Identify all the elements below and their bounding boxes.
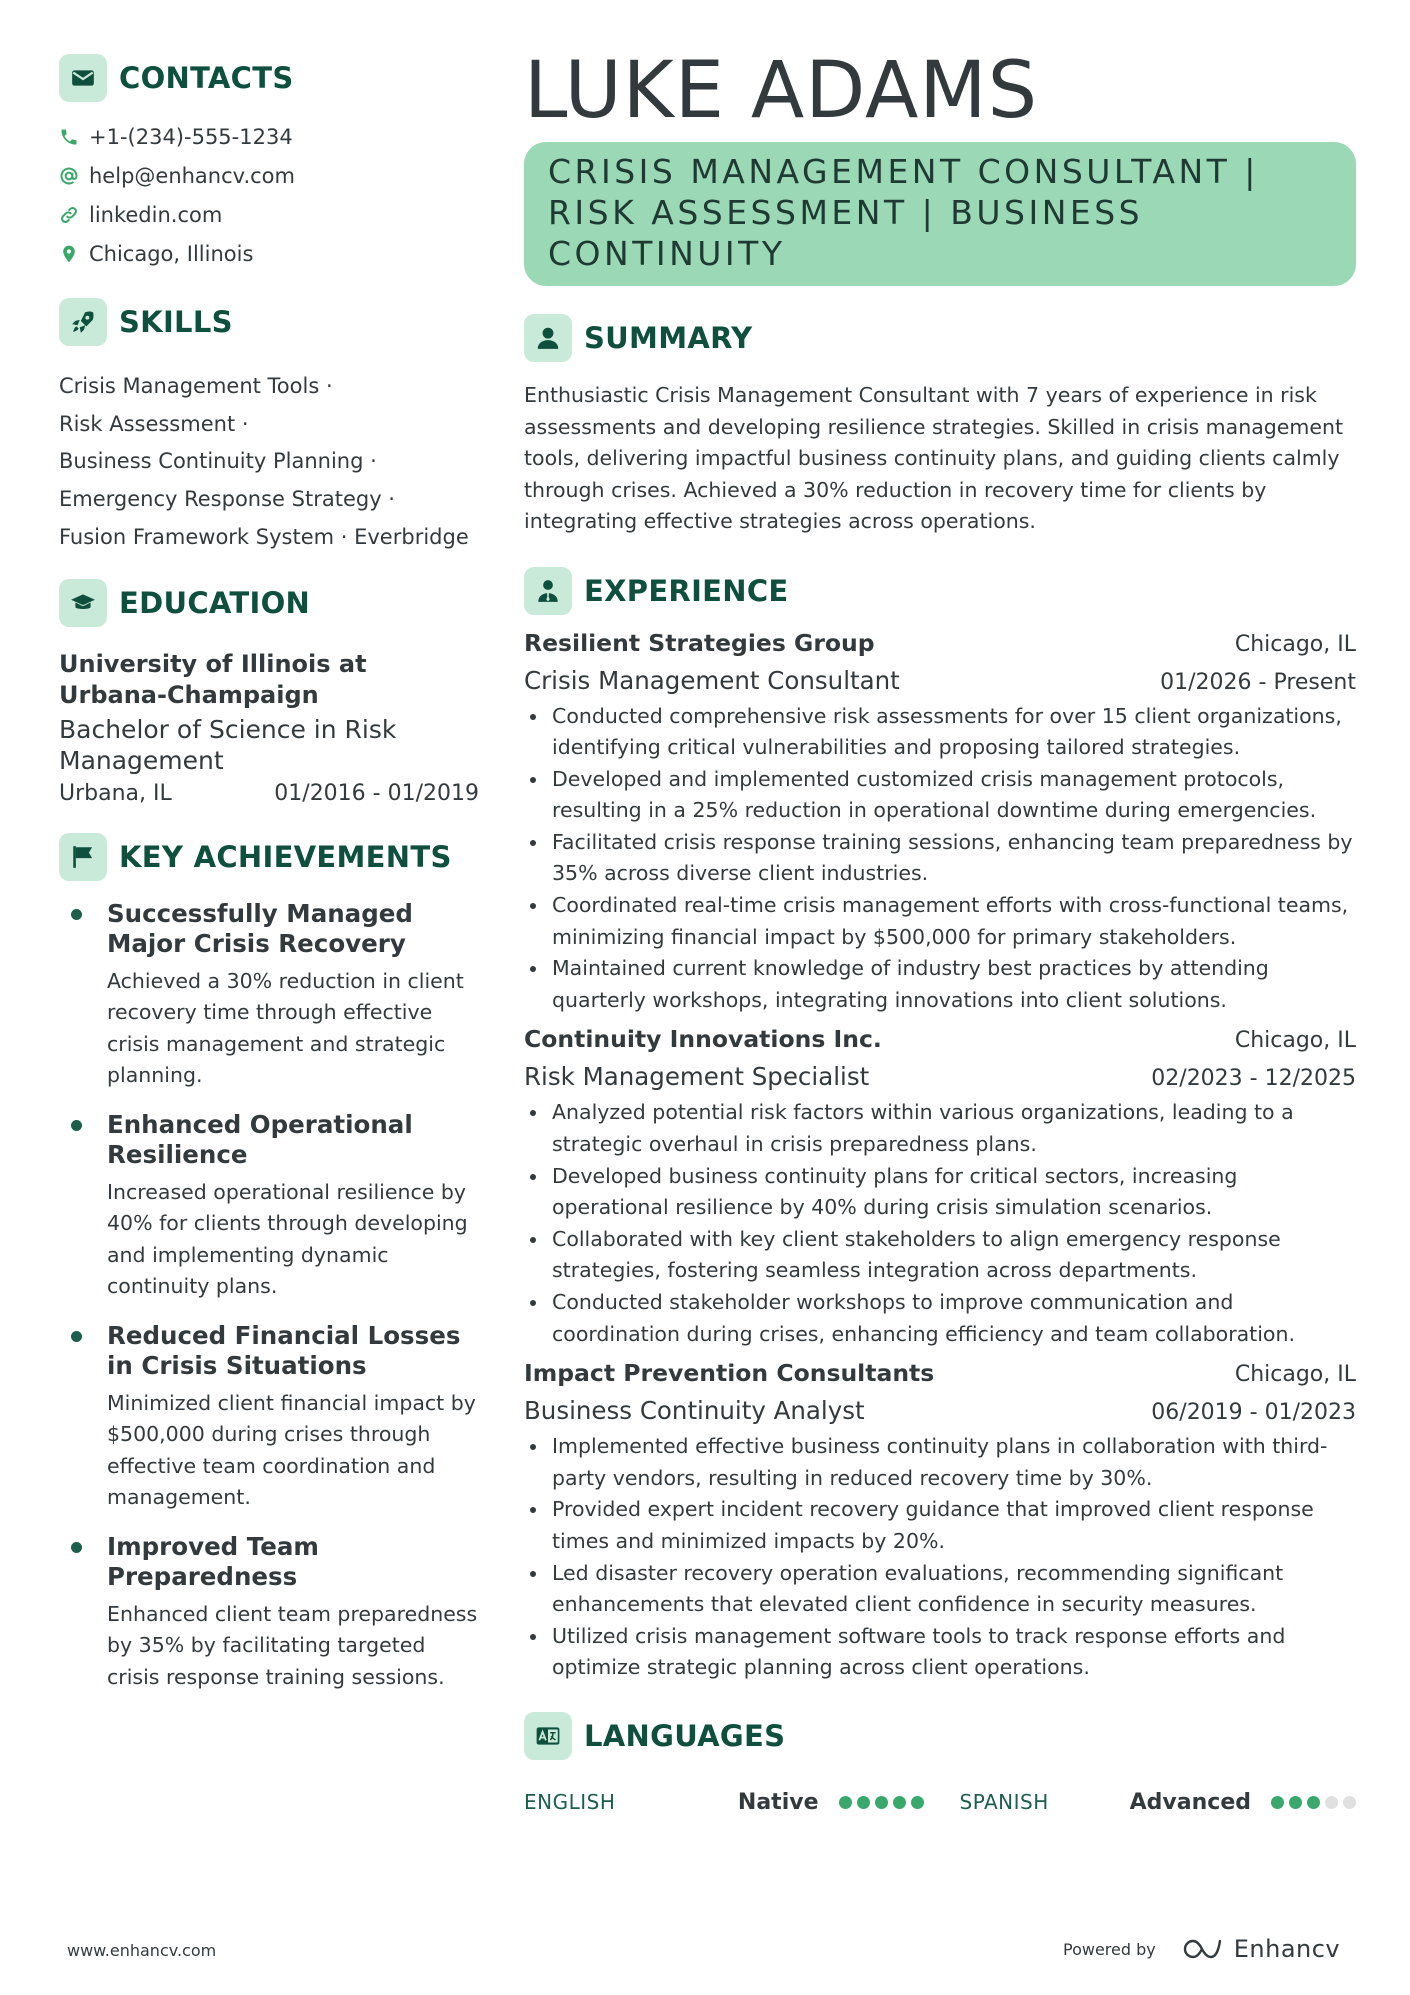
language-level: Advanced [1129,1789,1251,1815]
footer-brand [1063,1935,1340,1963]
achievement-title: Improved Team Preparedness [107,1531,319,1591]
job-bullets [524,1097,1356,1350]
achievements-title: KEY ACHIEVEMENTS [119,839,452,874]
footer-website[interactable]: www.enhancv.com [67,1941,217,1960]
achievement-title: Successfully Managed Major Crisis Recovery [107,898,413,958]
bullet-icon [71,909,82,920]
user-icon [524,314,572,362]
job-bullet: Analyzed potential risk factors within various organizations, leading to a strategic overhaul in crisis preparedness plans. [524,1097,1356,1160]
skills-title: SKILLS [119,305,233,339]
contact-list [59,117,479,273]
job-bullet: Maintained current knowledge of industry best practices by attending quarterly workshops, integrating innovations into client solutions. [524,953,1356,1016]
languages-header [524,1712,1356,1760]
job-bullet: Implemented effective business continuity plans in collaboration with third-party vendors, resulting in reduced recovery time by 30%. [524,1431,1356,1494]
job-location: Chicago, IL [1234,1028,1356,1054]
education-header [59,579,479,627]
job-location: Chicago, IL [1234,631,1356,657]
proficiency-dot [875,1796,888,1809]
flag-icon [59,833,107,881]
experience-title: EXPERIENCE [584,573,789,608]
proficiency-dot [1289,1796,1302,1809]
bullet-icon [71,1120,82,1131]
proficiency-dot [1343,1796,1356,1809]
proficiency-dot [839,1796,852,1809]
job-subheader [524,663,1356,701]
skill-item: Crisis Management Tools · [59,374,333,398]
job-bullet: Conducted stakeholder workshops to improve communication and coordination during crises, enhancing efficiency and team collaboration. [524,1287,1356,1350]
job-bullet: Facilitated crisis response training sessions, enhancing team preparedness by 35% across diverse client industries. [524,827,1356,890]
language-name: SPANISH [959,1790,1049,1815]
contact-phone [59,117,479,156]
proficiency-dot [1271,1796,1284,1809]
enhancv-logo[interactable] [1182,1935,1340,1963]
linkedin-text[interactable]: linkedin.com [89,202,223,227]
summary-header [524,314,1356,362]
education-location: Urbana, IL [59,780,172,806]
job-bullet: Coordinated real-time crisis management efforts with cross-functional teams, minimizing financial impact by $500,000 for primary stakeholders. [524,890,1356,953]
job-company: Resilient Strategies Group [524,628,875,657]
phone-icon [59,127,89,147]
proficiency-dot [1307,1796,1320,1809]
experience-item [524,1021,1356,1350]
job-bullet: Collaborated with key client stakeholders to align emergency response strategies, fostering seamless integration across departments. [524,1224,1356,1287]
language-icon [524,1712,572,1760]
language-name: ENGLISH [524,1790,616,1815]
proficiency-dot [857,1796,870,1809]
skills-list [59,368,479,557]
achievement-desc: Increased operational resilience by 40% for clients through developing and implementing dynamic continuity plans. [107,1179,468,1299]
skill-item: Fusion Framework System · Everbridge [59,524,469,549]
achievement-item [59,1110,479,1303]
achievements-header [59,833,479,881]
email-text[interactable]: help@enhancv.com [89,163,295,188]
job-bullet: Conducted comprehensive risk assessments for over 15 client organizations, identifying critical vulnerabilities and proposing tailored strategies. [524,701,1356,764]
brand-name: Enhancv [1233,1935,1341,1963]
job-bullet: Developed and implemented customized crisis management protocols, resulting in a 25% reduction in operational downtime during emergencies. [524,764,1356,827]
powered-by-label: Powered by [1063,1939,1156,1959]
contacts-header [59,54,479,102]
skills-header [59,298,479,346]
job-bullets [524,701,1356,1017]
achievement-desc: Enhanced client team preparedness by 35% by facilitating targeted crisis response training sessions. [107,1601,478,1689]
job-bullet: Utilized crisis management software tools to track response efforts and optimize strategic planning across client operations. [524,1621,1356,1684]
job-header [524,1355,1356,1393]
education-degree: Bachelor of Science in Risk Management [59,714,397,775]
proficiency-dot [893,1796,906,1809]
achievement-title: Enhanced Operational Resilience [107,1109,413,1169]
job-location: Chicago, IL [1234,1362,1356,1388]
proficiency-dot [1325,1796,1338,1809]
languages-title: LANGUAGES [584,1718,786,1753]
right-column [524,45,1356,1815]
achievement-item [59,1532,479,1694]
achievement-desc: Achieved a 30% reduction in client recovery time through effective crisis management and strategic planning. [107,968,464,1088]
education-meta [59,779,479,809]
briefcase-user-icon [524,567,572,615]
location-text: Chicago, Illinois [89,241,254,266]
job-role: Risk Management Specialist [524,1062,870,1092]
education-school: University of Illinois at Urbana-Champaign [59,649,367,709]
skill-item: Business Continuity Planning · [59,449,377,474]
graduation-cap-icon [59,579,107,627]
job-subheader [524,1059,1356,1097]
language-level: Native [737,1789,819,1815]
job-role: Crisis Management Consultant [524,665,900,695]
job-company: Continuity Innovations Inc. [524,1025,882,1054]
candidate-name: LUKE ADAMS [524,46,1039,136]
job-role: Business Continuity Analyst [524,1396,865,1426]
job-dates: 06/2019 - 01/2023 [1151,1400,1356,1426]
job-bullet: Provided expert incident recovery guidance that improved client response times and minimized impacts by 20%. [524,1494,1356,1557]
job-bullets [524,1431,1356,1684]
job-dates: 01/2026 - Present [1160,669,1356,695]
contact-email [59,156,479,195]
job-dates: 02/2023 - 12/2025 [1151,1066,1356,1092]
summary-text: Enthusiastic Crisis Management Consultant with 7 years of experience in risk assessments and developing resilience strategies. Skilled in crisis management tools, delivering impactful business continuity plans, and guiding clients calmly through crises. Achieved a 30% reduction in recovery time for clients by integrating effective strategies across operations. [524,383,1343,533]
summary-title: SUMMARY [584,321,753,355]
skill-item: Emergency Response Strategy · [59,487,395,512]
left-column [59,54,479,1693]
experience-item [524,625,1356,1017]
education-dates: 01/2016 - 01/2019 [274,780,479,806]
achievement-item [59,899,479,1092]
languages-row [524,1790,1356,1815]
at-icon [59,166,89,186]
rocket-icon [59,298,107,346]
achievement-desc: Minimized client financial impact by $500,000 during crises through effective team coordination and management. [107,1390,476,1510]
job-subheader [524,1393,1356,1431]
education-title: EDUCATION [119,585,311,620]
contacts-title: CONTACTS [119,61,294,95]
experience-header [524,567,1356,615]
skill-item: Risk Assessment · [59,411,249,436]
enhancv-logo-icon [1182,1937,1230,1961]
experience-item [524,1355,1356,1684]
proficiency-dots [1271,1796,1356,1809]
link-icon [59,205,89,225]
achievement-item [59,1321,479,1514]
job-header [524,1021,1356,1059]
achievements-list [59,899,479,1694]
proficiency-dots [839,1796,924,1809]
envelope-icon [59,54,107,102]
map-pin-icon [59,244,89,264]
job-bullet: Developed business continuity plans for critical sectors, increasing operational resilience by 40% during crisis simulation scenarios. [524,1161,1356,1224]
job-bullet: Led disaster recovery operation evaluations, recommending significant enhancements that elevated client confidence in security measures. [524,1558,1356,1621]
bullet-icon [71,1542,82,1553]
achievement-title: Reduced Financial Losses in Crisis Situations [107,1320,461,1380]
phone-text[interactable]: +1-(234)-555-1234 [89,124,293,149]
job-company: Impact Prevention Consultants [524,1359,935,1388]
proficiency-dot [911,1796,924,1809]
job-header [524,625,1356,663]
headline-banner: CRISIS MANAGEMENT CONSULTANT | RISK ASSESSMENT | BUSINESS CONTINUITY [524,142,1356,286]
bullet-icon [71,1331,82,1342]
contact-linkedin [59,195,479,234]
contact-location [59,234,479,273]
